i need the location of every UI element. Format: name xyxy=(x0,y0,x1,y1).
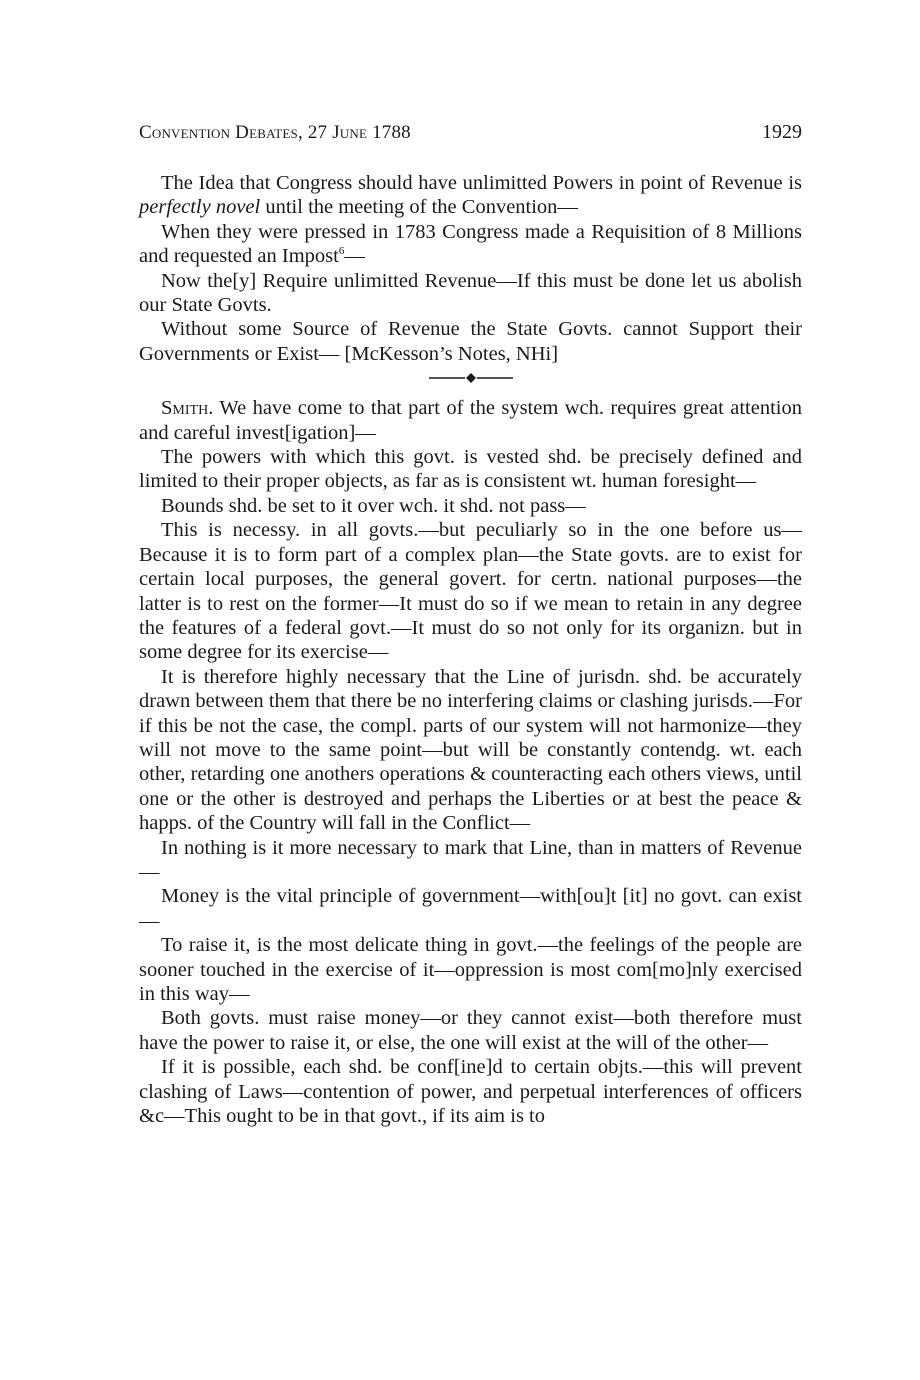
diamond-rule-icon xyxy=(429,372,513,384)
paragraph xyxy=(139,171,802,220)
paragraph xyxy=(139,396,802,445)
document-page xyxy=(139,120,802,1128)
paragraph: Bounds shd. be set to it over wch. it shd. not pass— xyxy=(161,494,586,517)
paragraph: Both govts. must raise money—or they cannot exist—both therefore must have the power to raise it, or else, the one will exist at the will of the other— xyxy=(139,1007,802,1054)
text-run: until the meeting of the Convention— xyxy=(260,196,578,219)
text-run: — xyxy=(344,245,365,268)
paragraph: It is therefore highly necessary that the Line of jurisdn. shd. be accurately drawn between them that there be no interfering claims or clashing jurisds.—For if this be not the case, the compl. parts of our system will not harmonize—they will not move to the same point—but will be constantly contendg. wt. each other, retarding one anothers operations & counteracting each others views, until one or the other is destroyed and perhaps the Liberties or at best the peace & happs. of the Country will fall in the Conflict— xyxy=(139,665,802,835)
paragraph: Money is the vital principle of government—with[ou]t [it] no govt. can exist— xyxy=(139,885,802,932)
paragraph xyxy=(139,317,802,366)
paragraph: To raise it, is the most delicate thing in govt.—the feelings of the people are sooner touched in the exercise of it—oppression is most com[mo]nly exercised in this way— xyxy=(139,934,802,1005)
text-run: Without some Source of Revenue the State Govts. cannot Support their Governments or Exist— xyxy=(139,318,802,365)
paragraph: If it is possible, each shd. be conf[ine]d to certain objts.—this will prevent clashing of Laws—contention of power, and perpetual interferences of officers &c—This ought to be in that govt., if its aim is to xyxy=(139,1056,802,1128)
text-run: . We have come to that part of the system wch. requires great attention and careful invest[igation]— xyxy=(139,397,802,444)
section-divider-ornament xyxy=(139,366,802,390)
italic-phrase: perfectly novel xyxy=(139,196,261,219)
paragraph: This is necessy. in all govts.—but peculiarly so in the one before us—Because it is to form part of a complex plan—the State govts. are to exist for certain local purposes, the general govert. for certn. national purposes—the latter is to rest on the former—It must do so if we mean to retain in any degree the features of a federal govt.—It must do so not only for its organizn. but in some degree for its exercise— xyxy=(139,519,802,664)
running-head-title: Convention Debates, 27 June 1788 xyxy=(139,122,411,143)
running-head xyxy=(139,120,802,145)
paragraph xyxy=(139,220,802,269)
text-run: When they were pressed in 1783 Congress made a Requisition of 8 Millions and requested an Impost xyxy=(139,220,802,268)
text-run: The Idea that Congress should have unlimitted Powers in point of Revenue is xyxy=(161,172,802,194)
footnote-marker[interactable]: 6 xyxy=(338,245,345,258)
paragraph: The powers with which this govt. is vested shd. be precisely defined and limited to their proper objects, as far as is consistent wt. human foresight— xyxy=(139,446,802,493)
body-text xyxy=(139,171,802,1128)
speaker-name: Smith xyxy=(161,397,209,420)
page-number: 1929 xyxy=(762,121,802,143)
paragraph: In nothing is it more necessary to mark that Line, than in matters of Revenue— xyxy=(139,836,802,883)
source-citation: [McKesson’s Notes, NHi] xyxy=(339,342,559,365)
paragraph: Now the[y] Require unlimitted Revenue—If this must be done let us abolish our State Govts. xyxy=(139,269,802,317)
